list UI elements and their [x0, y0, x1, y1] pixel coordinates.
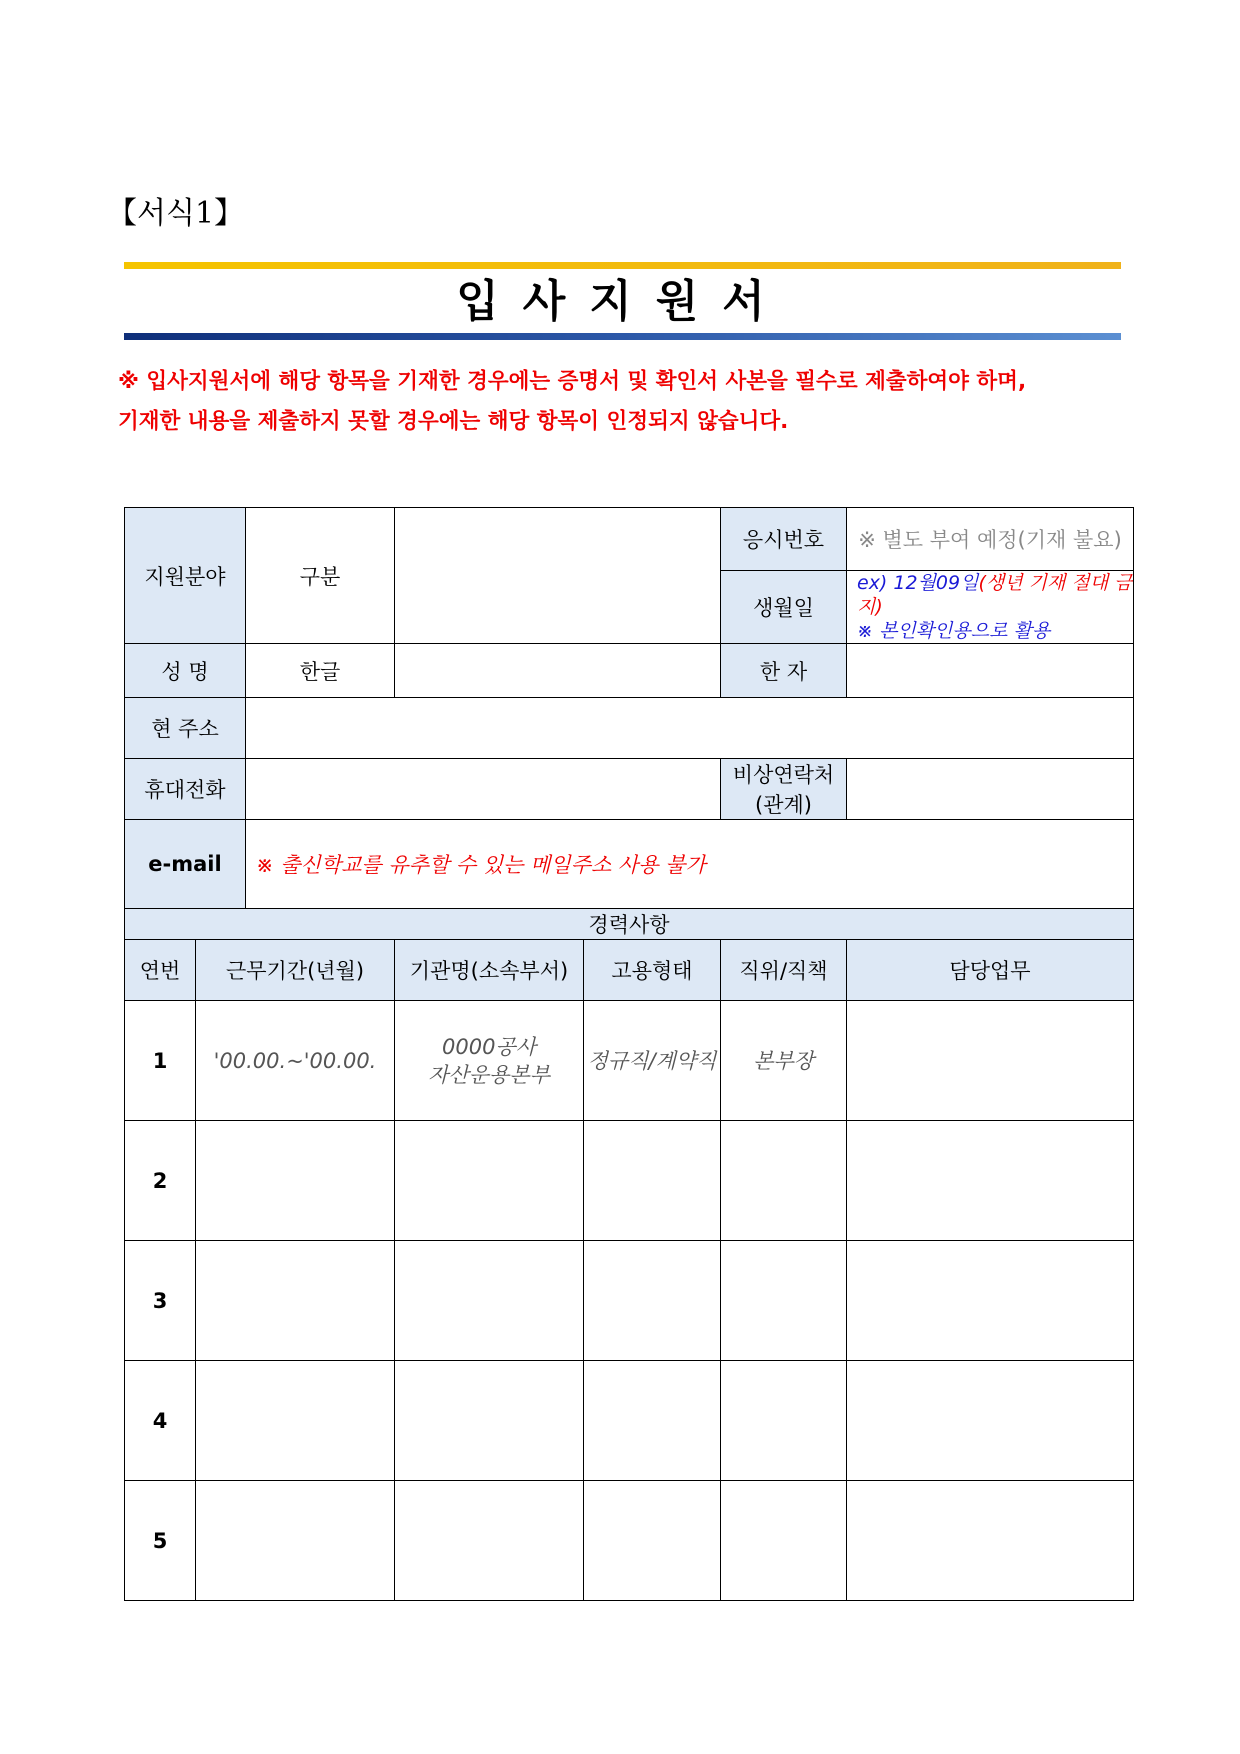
career-duties[interactable] [847, 1121, 1134, 1241]
career-org[interactable] [395, 1361, 584, 1481]
application-form-table [124, 507, 1134, 1601]
hanja-label: 한 자 [721, 644, 847, 698]
career-period[interactable] [196, 1361, 395, 1481]
page-title: 입사지원서 [456, 276, 789, 327]
career-org[interactable] [395, 1001, 584, 1121]
title-bottom-bar [124, 333, 1121, 340]
birth-input[interactable] [847, 571, 1134, 644]
career-period[interactable] [196, 1121, 395, 1241]
notice-line-1: ※ 입사지원서에 해당 항목을 기재한 경우에는 증명서 및 확인서 사본을 필수로 제출하여야 하며, [118, 369, 1027, 394]
title-top-bar [124, 262, 1121, 269]
career-period[interactable]: '00.00.~'00.00. [196, 1001, 395, 1121]
birth-example-note: ※ 본인확인용으로 활용 [857, 620, 1051, 642]
notice [118, 362, 1128, 442]
field-label: 지원분야 [125, 508, 246, 644]
career-row-no: 3 [125, 1241, 196, 1361]
career-duties[interactable] [847, 1241, 1134, 1361]
career-org[interactable] [395, 1481, 584, 1601]
mobile-input[interactable] [246, 759, 721, 820]
email-label: e-mail [125, 820, 246, 909]
birth-example-warning: (생년 기재 절대 금지) [857, 572, 1133, 618]
emergency-input[interactable] [847, 759, 1134, 820]
career-employment[interactable]: 정규직/계약직 [584, 1001, 721, 1121]
career-row [125, 1241, 1134, 1361]
exam-no-note: ※ 별도 부여 예정(기재 불요) [847, 508, 1134, 571]
career-period[interactable] [196, 1241, 395, 1361]
career-section-title: 경력사항 [125, 909, 1134, 940]
birth-example-prefix: ex) 12월09일 [857, 572, 979, 594]
form-label: 【서식1】 [107, 196, 245, 231]
career-row-no: 4 [125, 1361, 196, 1481]
hangul-name-input[interactable] [395, 644, 721, 698]
col-header-period: 근무기간(년월) [196, 940, 395, 1001]
address-label: 현 주소 [125, 698, 246, 759]
career-duties[interactable] [847, 1481, 1134, 1601]
career-row [125, 1481, 1134, 1601]
career-position[interactable] [721, 1241, 847, 1361]
career-position[interactable] [721, 1121, 847, 1241]
career-org[interactable] [395, 1121, 584, 1241]
career-employment[interactable] [584, 1361, 721, 1481]
mobile-label: 휴대전화 [125, 759, 246, 820]
career-org[interactable] [395, 1241, 584, 1361]
career-row-no: 5 [125, 1481, 196, 1601]
career-position[interactable] [721, 1481, 847, 1601]
col-header-no: 연번 [125, 940, 196, 1001]
birth-label: 생월일 [721, 571, 847, 644]
career-row [125, 1361, 1134, 1481]
col-header-org: 기관명(소속부서) [395, 940, 584, 1001]
career-row-no: 1 [125, 1001, 196, 1121]
address-input[interactable] [246, 698, 1134, 759]
category-label: 구분 [246, 508, 395, 644]
col-header-duties: 담당업무 [847, 940, 1134, 1001]
career-row [125, 1121, 1134, 1241]
career-employment[interactable] [584, 1481, 721, 1601]
category-input[interactable] [395, 508, 721, 644]
career-employment[interactable] [584, 1121, 721, 1241]
career-row [125, 1001, 1134, 1121]
email-input[interactable]: ※ 출신학교를 유추할 수 있는 메일주소 사용 불가 [246, 820, 1134, 909]
career-period[interactable] [196, 1481, 395, 1601]
career-org-line2: 자산운용본부 [428, 1062, 550, 1087]
col-header-position: 직위/직책 [721, 940, 847, 1001]
hanja-name-input[interactable] [847, 644, 1134, 698]
col-header-employment: 고용형태 [584, 940, 721, 1001]
career-position[interactable]: 본부장 [721, 1001, 847, 1121]
career-duties[interactable] [847, 1001, 1134, 1121]
career-employment[interactable] [584, 1241, 721, 1361]
notice-line-2: 기재한 내용을 제출하지 못할 경우에는 해당 항목이 인정되지 않습니다. [118, 409, 789, 434]
exam-no-label: 응시번호 [721, 508, 847, 571]
career-position[interactable] [721, 1361, 847, 1481]
career-org-line1: 0000공사 [441, 1034, 536, 1059]
career-row-no: 2 [125, 1121, 196, 1241]
name-label: 성 명 [125, 644, 246, 698]
career-duties[interactable] [847, 1361, 1134, 1481]
emergency-label: 비상연락처(관계) [721, 759, 847, 820]
hangul-label: 한글 [246, 644, 395, 698]
